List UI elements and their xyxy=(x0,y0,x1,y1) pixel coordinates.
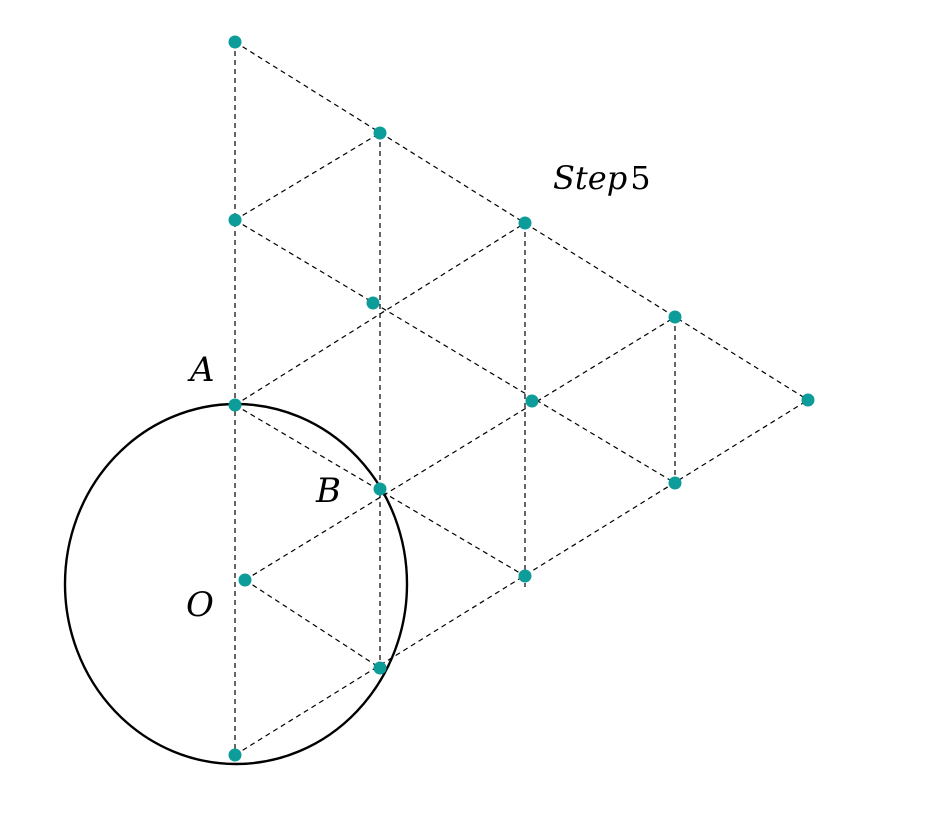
point xyxy=(229,36,242,49)
diagonal-up-3 xyxy=(245,317,675,580)
point xyxy=(526,395,539,408)
label-a: A xyxy=(190,350,215,390)
point-o xyxy=(239,574,252,587)
label-o: O xyxy=(186,585,214,625)
point-a xyxy=(229,399,242,412)
circle-o xyxy=(65,404,407,764)
label-b: B xyxy=(316,471,341,511)
dashed-lattice xyxy=(235,42,808,755)
diagonal-up-1 xyxy=(235,133,380,220)
point-b xyxy=(374,483,387,496)
point xyxy=(374,662,387,675)
point xyxy=(669,477,682,490)
point xyxy=(367,297,380,310)
point xyxy=(519,570,532,583)
step-title-word: Step xyxy=(553,159,628,197)
diagonal-down-4 xyxy=(245,580,380,668)
step-title xyxy=(553,159,651,197)
point xyxy=(374,127,387,140)
point xyxy=(519,217,532,230)
point xyxy=(802,394,815,407)
point xyxy=(669,311,682,324)
step-title-number: 5 xyxy=(630,159,651,197)
lattice-points xyxy=(229,36,815,762)
point xyxy=(229,749,242,762)
point xyxy=(229,214,242,227)
